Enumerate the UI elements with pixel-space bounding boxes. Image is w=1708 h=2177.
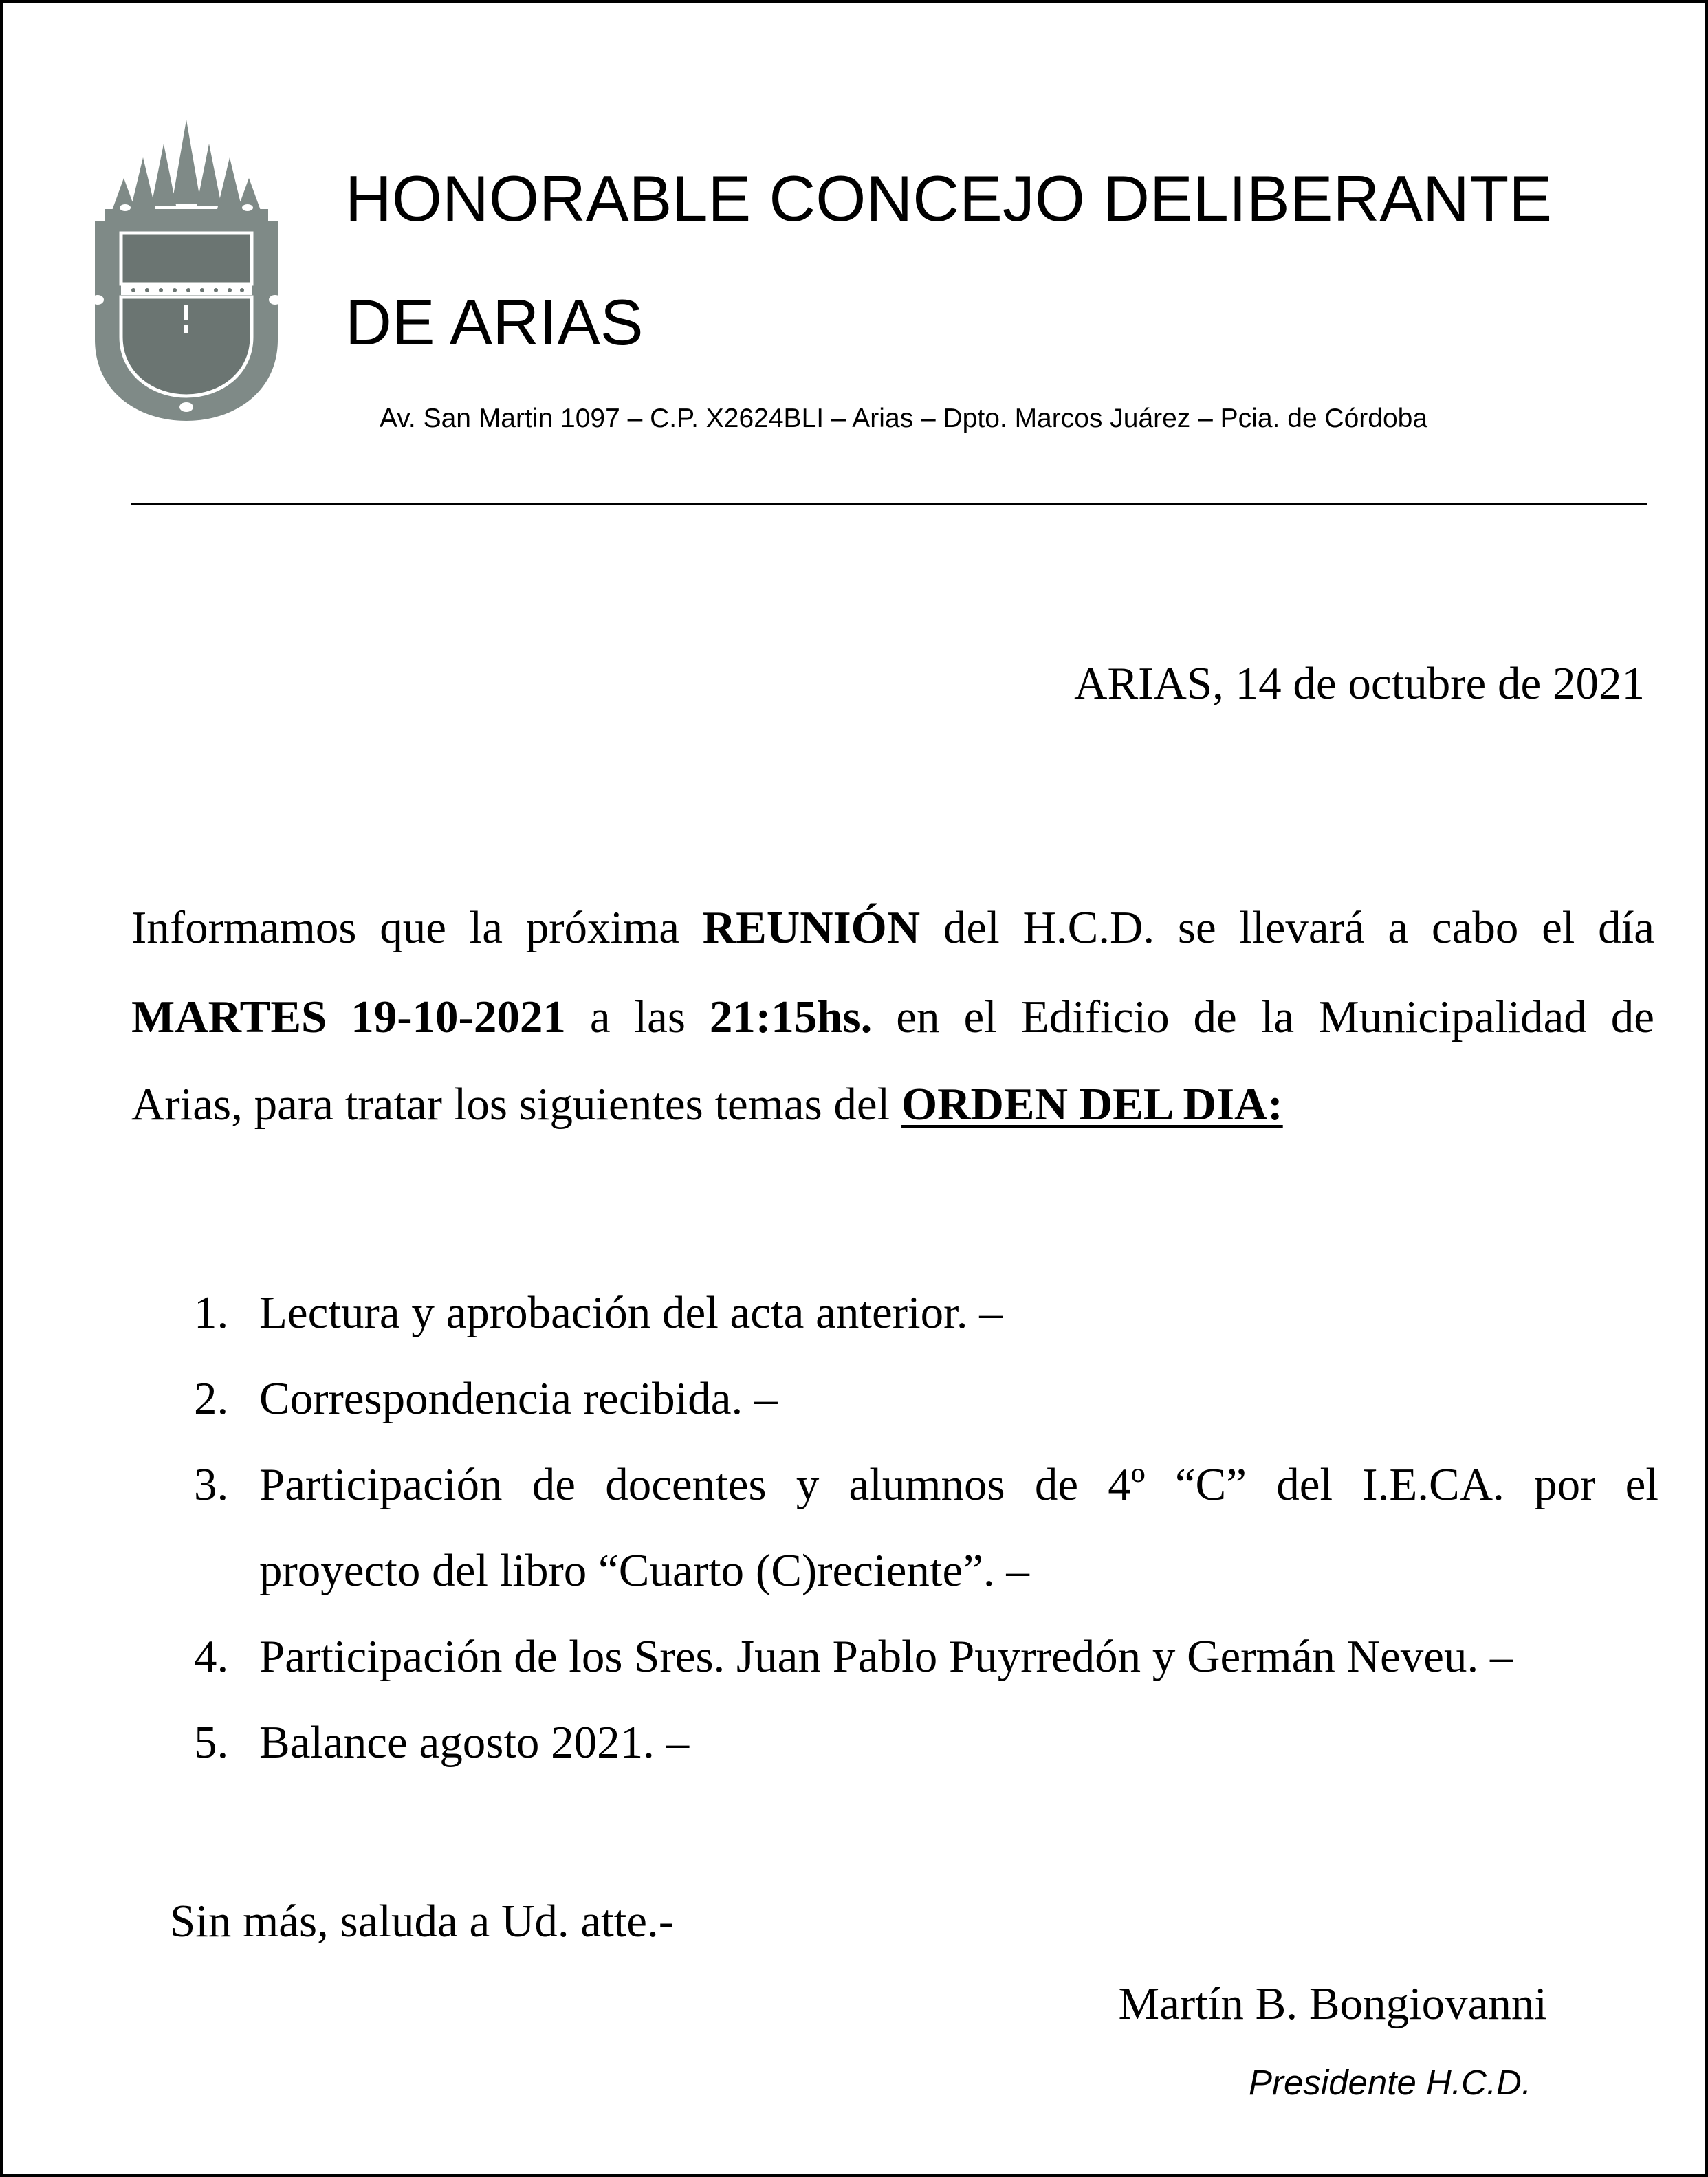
p3-pre: Arias, para tratar los siguientes temas del — [131, 1079, 902, 1130]
body-paragraph-line3 — [131, 1077, 1654, 1132]
body-paragraph-line2 — [131, 989, 1654, 1044]
agenda-number: 1. — [194, 1287, 229, 1338]
signer-role: Presidente H.C.D. — [1249, 2063, 1531, 2102]
body-paragraph-line1 — [131, 900, 1654, 955]
org-name-line2: DE ARIAS — [345, 286, 644, 358]
agenda-heading: ORDEN DEL DIA: — [901, 1079, 1283, 1130]
header-divider — [131, 503, 1647, 505]
p1-post: del H.C.D. se llevará a cabo el día — [920, 902, 1654, 953]
agenda-item: Balance agosto 2021. – — [259, 1717, 690, 1768]
p1-pre: Informamos que la próxima — [131, 902, 703, 953]
signer-name: Martín B. Bongiovanni — [1118, 1978, 1547, 2029]
agenda-number: 3. — [194, 1459, 229, 1510]
agenda-number: 4. — [194, 1631, 229, 1682]
org-name-line1: HONORABLE CONCEJO DELIBERANTE — [345, 162, 1553, 234]
meeting-date: MARTES 19-10-2021 — [131, 992, 566, 1042]
agenda-item: Correspondencia recibida. – — [259, 1373, 778, 1424]
agenda-number: 2. — [194, 1373, 229, 1424]
dateline: ARIAS, 14 de octubre de 2021 — [1074, 658, 1645, 709]
closing-line: Sin más, saluda a Ud. atte.- — [170, 1896, 675, 1947]
agenda-number: 5. — [194, 1717, 229, 1768]
p2-post: en el Edificio de la Municipalidad de — [872, 992, 1655, 1042]
agenda-item: Participación de docentes y alumnos de 4º “C” del I.E.CA. por el — [259, 1459, 1658, 1510]
coat-of-arms-icon — [89, 120, 283, 424]
p2-mid: a las — [565, 992, 710, 1042]
agenda-item: Participación de los Sres. Juan Pablo Puyrredón y Germán Neveu. – — [259, 1631, 1513, 1682]
agenda-item: Lectura y aprobación del acta anterior. – — [259, 1287, 1003, 1338]
agenda-item-continuation: proyecto del libro “Cuarto (C)reciente”. – — [259, 1545, 1029, 1596]
p1-bold: REUNIÓN — [702, 902, 921, 953]
meeting-time: 21:15hs. — [709, 992, 873, 1042]
org-address: Av. San Martin 1097 – C.P. X2624BLI – Arias – Dpto. Marcos Juárez – Pcia. de Córdoba — [380, 404, 1428, 433]
